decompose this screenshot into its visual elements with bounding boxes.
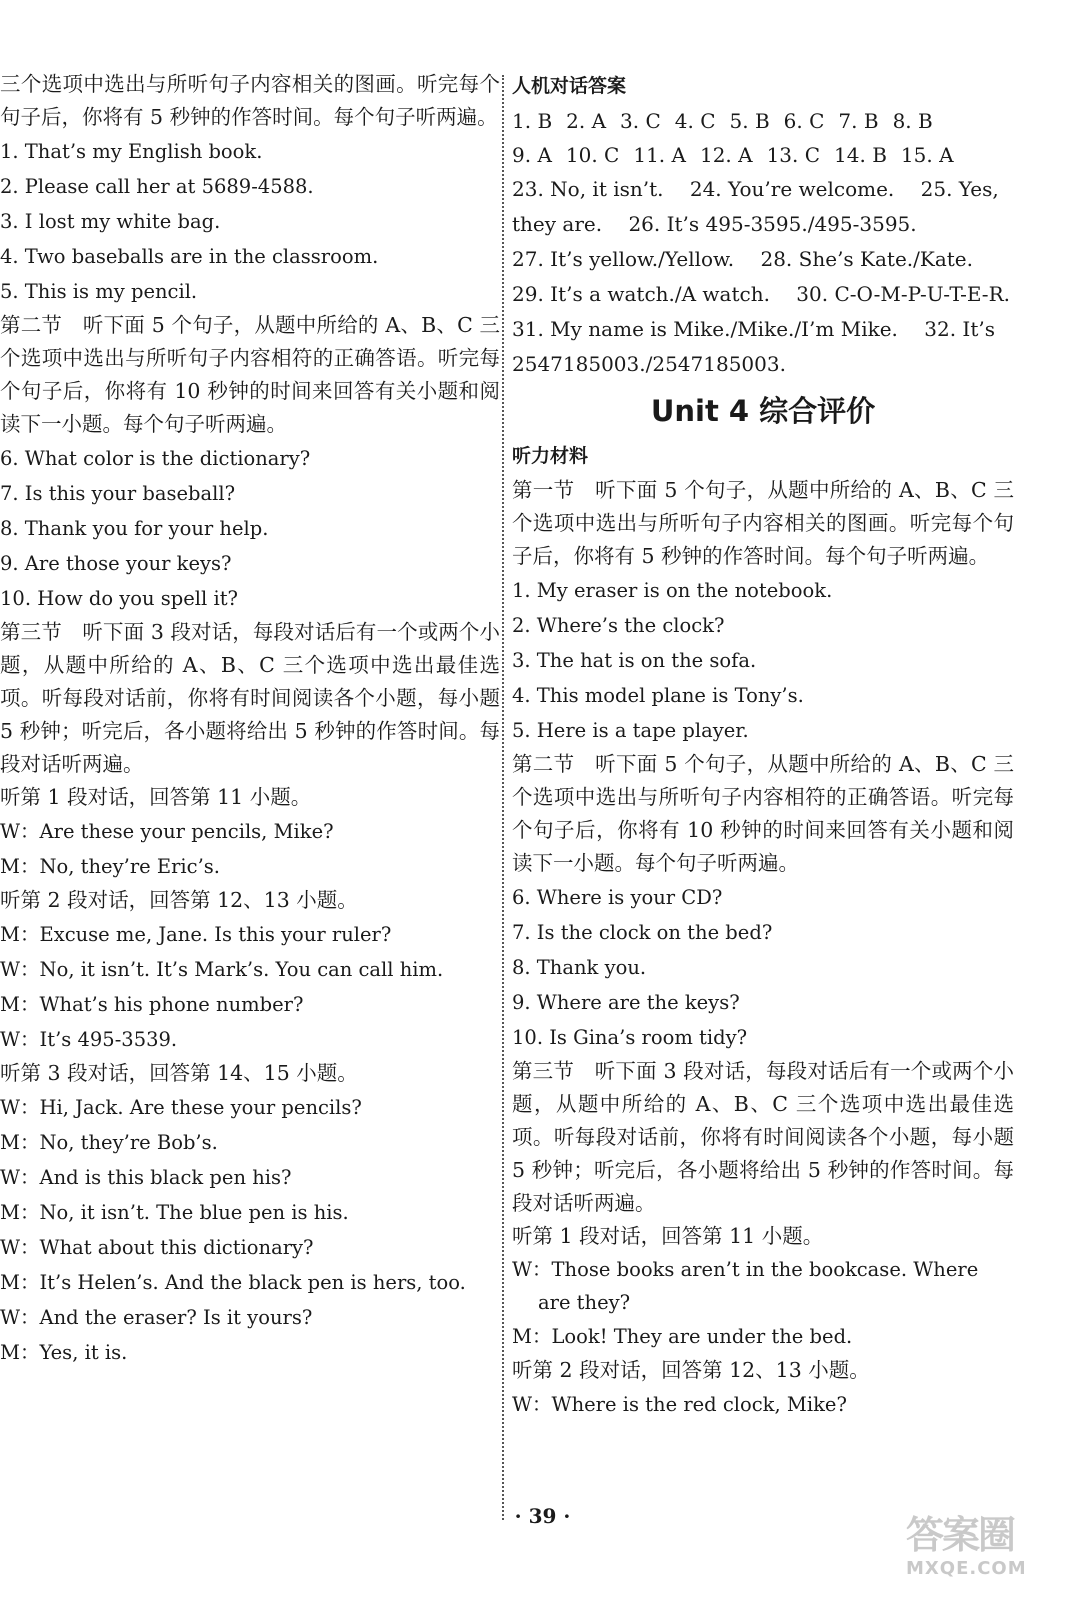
answer-row-2 [512,138,1014,172]
script-line: W：Those books aren’t in the bookcase. Where are they? [512,1258,979,1314]
script-line: 3. The hat is on the sofa. [512,649,757,672]
script-line: 8. Thank you. [512,956,647,979]
script-line: W：Are these your pencils, Mike? [0,820,334,843]
left-column [0,68,500,1370]
answer-item: 5. B [729,109,770,133]
answer-item: 9. A [512,143,552,167]
page-number: · 39 · [514,1504,571,1528]
watermark-text: 答案圈 [906,1513,1015,1557]
listening-material-title: 听力材料 [512,445,589,467]
answer-item: 15. A [900,143,954,167]
answers-title: 人机对话答案 [512,75,627,97]
script-line: 9. Are those your keys? [0,552,232,575]
watermark-logo [906,1512,1071,1592]
script-line: M：No, they’re Bob’s. [0,1131,218,1154]
answer-item: 2. A [566,109,607,133]
answer-row-1 [512,104,1014,138]
answer-item: 14. B [834,143,887,167]
column-divider [502,75,504,1520]
answer-item: 10. C [565,143,620,167]
script-line: 7. Is this your baseball? [0,482,236,505]
instruction-paragraph: 三个选项中选出与所听句子内容相关的图画。听完每个句子后，你将有 5 秒钟的作答时间。每个句子听两遍。 [0,72,500,129]
script-line: 6. Where is your CD? [512,886,723,909]
script-line: 4. Two baseballs are in the classroom. [0,245,379,268]
script-line: 10. How do you spell it? [0,587,239,610]
script-line: W：What about this dictionary? [0,1236,314,1259]
instruction-paragraph: 第三节 听下面 3 段对话，每段对话后有一个或两个小题，从题中所给的 A、B、C 三个选项中选出最佳选项。听每段对话前，你将有时间阅读各个小题，每小题 5 秒钟；听完后，各小题将给出 5 秒钟的作答时间。每段对话听两遍。 [512,1059,1014,1215]
script-line: M：No, it isn’t. The blue pen is his. [0,1201,349,1224]
script-line: 5. Here is a tape player. [512,719,749,742]
answer-lines [512,172,1014,382]
script-line: 5. This is my pencil. [0,280,198,303]
script-line: W：And the eraser? Is it yours? [0,1306,313,1329]
script-line: 6. What color is the dictionary? [0,447,311,470]
answer-item: 1. B [512,109,553,133]
answer-item: 6. C [783,109,825,133]
answer-item: 13. C [766,143,821,167]
instruction-paragraph: 听第 2 段对话，回答第 12、13 小题。 [512,1358,870,1382]
answer-item: 11. A [633,143,686,167]
answer-item: 3. C [620,109,661,133]
script-line: M：Excuse me, Jane. Is this your ruler? [0,923,392,946]
script-line: 7. Is the clock on the bed? [512,921,773,944]
script-line: W：And is this black pen his? [0,1166,292,1189]
script-line: 9. Where are the keys? [512,991,740,1014]
instruction-paragraph: 听第 2 段对话，回答第 12、13 小题。 [0,888,358,912]
answer-item: 7. B [838,109,879,133]
script-line: W：It’s 495-3539. [0,1028,178,1051]
answer-item: 12. A [699,143,753,167]
watermark-url: MXQE.COM [906,1558,1027,1579]
script-line: W：Where is the red clock, Mike? [512,1393,847,1416]
answer-item: 4. C [674,109,716,133]
answer-item: 8. B [892,109,933,133]
script-line: W：No, it isn’t. It’s Mark’s. You can call him. [0,958,444,981]
unit-title: Unit 4 综合评价 [650,394,876,428]
script-line: 2. Please call her at 5689-4588. [0,175,314,198]
instruction-paragraph: 第二节 听下面 5 个句子，从题中所给的 A、B、C 三个选项中选出与所听句子内容相符的正确答语。听完每个句子后，你将有 10 秒钟的时间来回答有关小题和阅读下一小题。每个句子听两遍。 [512,752,1014,875]
script-line: 8. Thank you for your help. [0,517,269,540]
script-line: 1. That’s my English book. [0,140,263,163]
script-line: M：Yes, it is. [0,1341,128,1364]
script-line: 1. My eraser is on the notebook. [512,579,833,602]
script-line: 2. Where’s the clock? [512,614,725,637]
instruction-paragraph: 听第 1 段对话，回答第 11 小题。 [0,785,312,809]
script-line: 4. This model plane is Tony’s. [512,684,804,707]
answer-line: 23. No, it isn’t. 24. You’re welcome. 25. Yes, they are. 26. It’s 495-3595./495-3595. [512,177,999,236]
instruction-paragraph: 第三节 听下面 3 段对话，每段对话后有一个或两个小题，从题中所给的 A、B、C 三个选项中选出最佳选项。听每段对话前，你将有时间阅读各个小题，每小题 5 秒钟；听完后，各小题将给出 5 秒钟的作答时间。每段对话听两遍。 [0,620,500,776]
instruction-paragraph: 听第 3 段对话，回答第 14、15 小题。 [0,1061,358,1085]
answer-line: 27. It’s yellow./Yellow. 28. She’s Kate./Kate. [512,247,973,271]
answer-line: 31. My name is Mike./Mike./I’m Mike. 32. It’s 2547185003./2547185003. [512,317,995,376]
right-column [512,68,1014,1422]
script-line: M：What’s his phone number? [0,993,304,1016]
script-line: M：Look! They are under the bed. [512,1325,853,1348]
script-line: 3. I lost my white bag. [0,210,221,233]
listening-material [512,474,1014,1422]
script-line: M：It’s Helen’s. And the black pen is hers, too. [0,1271,466,1294]
instruction-paragraph: 第一节 听下面 5 个句子，从题中所给的 A、B、C 三个选项中选出与所听句子内容相关的图画。听完每个句子后，你将有 5 秒钟的作答时间。每个句子听两遍。 [512,478,1014,568]
instruction-paragraph: 第二节 听下面 5 个句子，从题中所给的 A、B、C 三个选项中选出与所听句子内容相符的正确答语。听完每个句子后，你将有 10 秒钟的时间来回答有关小题和阅读下一小题。每个句子听两遍。 [0,313,500,436]
script-line: M：No, they’re Eric’s. [0,855,220,878]
script-line: 10. Is Gina’s room tidy? [512,1026,748,1049]
script-line: W：Hi, Jack. Are these your pencils? [0,1096,362,1119]
instruction-paragraph: 听第 1 段对话，回答第 11 小题。 [512,1224,824,1248]
answer-line: 29. It’s a watch./A watch. 30. C-O-M-P-U-T-E-R. [512,282,1010,306]
